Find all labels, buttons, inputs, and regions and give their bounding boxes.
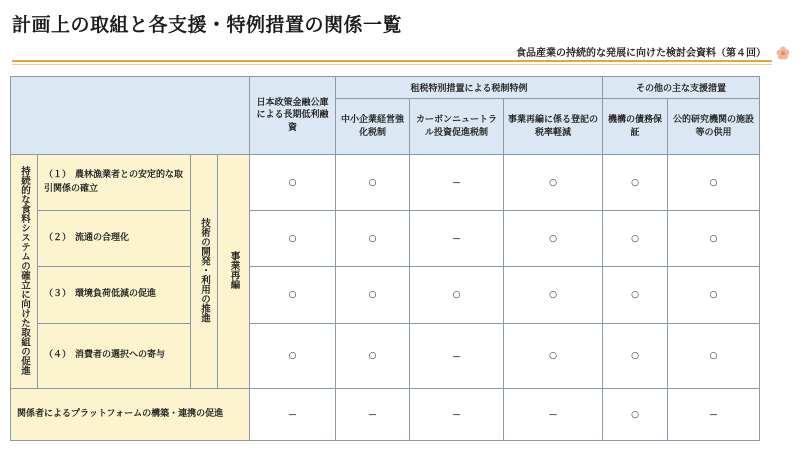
header-rule-secondary [12, 64, 772, 65]
header-reorg-tax-label: 事業再編に係る登記の税率軽減 [508, 115, 599, 138]
table-row [11, 155, 760, 211]
mark-cell: ○ [668, 267, 760, 324]
header-guarantee [603, 99, 668, 155]
platform-row-label: 関係者によるプラットフォームの構築・連携の促進 [11, 389, 250, 441]
objective-label: 農林漁業者との安定的な取引関係の確立 [44, 170, 184, 194]
objective-cell [38, 155, 191, 211]
mark-cell: － [410, 324, 504, 389]
objective-label: 消費者の選択への寄与 [75, 350, 166, 361]
objective-number: （１） [44, 170, 72, 180]
mark-cell: ○ [336, 267, 410, 324]
document-subtitle: 食品産業の持続的な発展に向けた検討会資料（第４回） [516, 48, 766, 59]
table-row [11, 267, 760, 324]
header-sme-label: 中小企業経営強化税制 [340, 115, 404, 138]
header-research [668, 99, 760, 155]
table-row [11, 389, 760, 441]
category-tech-cell [191, 155, 218, 389]
corner-header-cell [11, 77, 250, 155]
mark-cell: － [668, 389, 760, 441]
mark-cell: － [410, 155, 504, 211]
header-other-group: その他の主な支援措置 [603, 77, 760, 99]
header-carbon [410, 99, 504, 155]
header-rule [12, 60, 772, 62]
mark-cell: ○ [668, 155, 760, 211]
objective-label: 流通の合理化 [75, 232, 130, 243]
mark-cell: ○ [250, 324, 336, 389]
mark-cell: ○ [250, 155, 336, 211]
header-sme [336, 99, 410, 155]
table-row [11, 211, 760, 267]
mark-cell: － [410, 211, 504, 267]
category-tech-label: 技術の開発・利用の推進 [198, 217, 210, 323]
objective-cell [38, 324, 191, 389]
mark-cell: ○ [504, 324, 603, 389]
objective-number: （３） [44, 289, 72, 300]
category-reorg-cell [218, 155, 250, 389]
mark-cell: ○ [603, 389, 668, 441]
mark-cell: － [410, 389, 504, 441]
category-main-cell [11, 155, 38, 389]
header-jfc [250, 77, 336, 155]
objective-number: （２） [44, 232, 72, 243]
header-guarantee-label: 機構の債務保証 [608, 115, 663, 138]
mark-cell: ○ [603, 324, 668, 389]
mark-cell: ○ [250, 267, 336, 324]
mark-cell: － [336, 389, 410, 441]
mark-cell: － [250, 389, 336, 441]
flower-icon [776, 46, 790, 60]
header-research-label: 公的研究機関の施設等の供用 [673, 115, 755, 138]
header-jfc-label: 日本政策金融公庫による長期低利融資 [256, 98, 329, 133]
mark-cell: ○ [668, 324, 760, 389]
mark-cell: ○ [410, 267, 504, 324]
mark-cell: ○ [603, 267, 668, 324]
mark-cell: ○ [603, 211, 668, 267]
mark-cell: ○ [504, 267, 603, 324]
mark-cell: ○ [336, 324, 410, 389]
objective-cell [38, 267, 191, 324]
mark-cell: ○ [336, 155, 410, 211]
mark-cell: ○ [336, 211, 410, 267]
mark-cell: ○ [504, 155, 603, 211]
mark-cell: ○ [603, 155, 668, 211]
objective-cell [38, 211, 191, 267]
header-tax-group: 租税特別措置による税制特例 [336, 77, 603, 99]
category-reorg-label: 事業再編 [228, 251, 240, 289]
support-measures-table [10, 76, 760, 441]
page-title: 計画上の取組と各支援・特例措置の関係一覧 [12, 14, 403, 36]
mark-cell: ○ [504, 211, 603, 267]
header-reorg-tax [504, 99, 603, 155]
objective-label: 環境負荷低減の促進 [75, 289, 157, 300]
mark-cell: － [504, 389, 603, 441]
mark-cell: ○ [668, 211, 760, 267]
header-carbon-label: カーボンニュートラル投資促進税制 [415, 115, 497, 138]
table-row [11, 324, 760, 389]
category-main-label: 持続的な食料システムの確立に向けた取組の促進 [18, 165, 30, 375]
objective-number: （４） [44, 350, 72, 361]
mark-cell: ○ [250, 211, 336, 267]
